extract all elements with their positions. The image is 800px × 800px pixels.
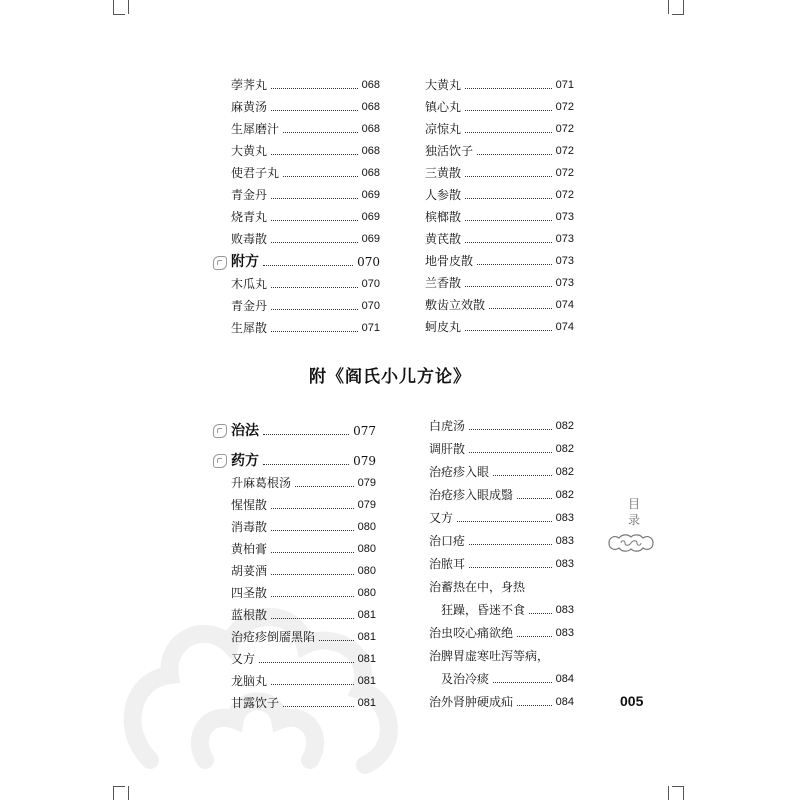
toc-entry[interactable]: 败毒散 069	[231, 232, 380, 246]
toc-entry[interactable]: 荸荠丸 068	[231, 78, 380, 92]
toc-entry-line1[interactable]: 治蓄热在中，身热	[429, 580, 526, 594]
section-heading: 附《阎氏小儿方论》	[309, 367, 471, 387]
toc-entry[interactable]: 惺惺散 079	[231, 498, 376, 512]
toc-entry[interactable]: 治疮疹入眼成翳 082	[429, 488, 574, 502]
toc-entry[interactable]: 调肝散 082	[429, 442, 574, 456]
page-number: 005	[620, 693, 644, 709]
toc-section-entry[interactable]: 治法 077	[231, 423, 376, 439]
crop-mark	[683, 786, 684, 800]
toc-entry[interactable]: 生犀磨汁 068	[231, 122, 380, 136]
toc-entry[interactable]: 治口疮 083	[429, 534, 574, 548]
toc-entry[interactable]: 治脓耳 083	[429, 557, 574, 571]
crop-mark	[668, 0, 669, 14]
toc-entry[interactable]: 又方 083	[429, 511, 574, 525]
toc-entry[interactable]: 凉惊丸 072	[425, 122, 574, 136]
toc-entry[interactable]: 镇心丸 072	[425, 100, 574, 114]
crop-mark	[113, 786, 125, 787]
toc-entry[interactable]: 蓝根散 081	[231, 608, 376, 622]
crop-mark	[683, 0, 684, 14]
toc-entry[interactable]: 大黄丸 071	[425, 78, 574, 92]
toc-entry[interactable]: 治虫咬心痛欲绝 083	[429, 626, 574, 640]
section-ornament-icon	[213, 256, 227, 270]
toc-entry[interactable]: 治疮疹倒靥黑陷 081	[231, 630, 376, 644]
crop-mark	[668, 786, 669, 800]
crop-mark	[113, 0, 114, 14]
toc-entry[interactable]: 烧青丸 069	[231, 210, 380, 224]
crop-mark	[672, 14, 684, 15]
toc-entry[interactable]: 消毒散 080	[231, 520, 376, 534]
toc-entry[interactable]: 升麻葛根汤 079	[231, 476, 376, 490]
toc-entry[interactable]: 治外肾肿硬成疝 084	[429, 695, 574, 709]
toc-section-entry[interactable]: 药方 079	[231, 453, 376, 469]
toc-entry[interactable]: 黄柏膏 080	[231, 542, 376, 556]
toc-entry[interactable]: 麻黄汤 068	[231, 100, 380, 114]
crop-mark	[128, 786, 129, 800]
toc-entry[interactable]: 大黄丸 068	[231, 144, 380, 158]
toc-entry-line1[interactable]: 治脾胃虚寒吐泻等病，	[429, 649, 550, 663]
toc-entry[interactable]: 木瓜丸 070	[231, 277, 380, 291]
toc-entry[interactable]: 白虎汤 082	[429, 419, 574, 433]
toc-entry[interactable]: 甘露饮子 081	[231, 696, 376, 710]
toc-entry[interactable]: 治疮疹入眼 082	[429, 465, 574, 479]
cloud-ornament-icon	[605, 532, 657, 554]
toc-entry-line2[interactable]: 及治冷痰 084	[441, 672, 574, 686]
side-section-label: 目 录	[627, 497, 640, 527]
crop-mark	[113, 14, 125, 15]
toc-entry[interactable]: 龙脑丸 081	[231, 674, 376, 688]
toc-entry-line2[interactable]: 狂躁，昏迷不食 083	[441, 603, 574, 617]
section-ornament-icon	[213, 424, 227, 438]
toc-entry[interactable]: 人参散 072	[425, 188, 574, 202]
crop-mark	[128, 0, 129, 14]
crop-mark	[672, 786, 684, 787]
toc-entry[interactable]: 又方 081	[231, 652, 376, 666]
toc-entry[interactable]: 胡荽酒 080	[231, 564, 376, 578]
section-ornament-icon	[213, 454, 227, 468]
toc-entry[interactable]: 四圣散 080	[231, 586, 376, 600]
toc-entry[interactable]: 生犀散 071	[231, 321, 380, 335]
toc-section-entry[interactable]: 附方 070	[231, 254, 380, 270]
toc-entry[interactable]: 蚵皮丸 074	[425, 320, 574, 334]
toc-entry[interactable]: 兰香散 073	[425, 276, 574, 290]
toc-entry[interactable]: 青金丹 070	[231, 299, 380, 313]
toc-entry[interactable]: 敷齿立效散 074	[425, 298, 574, 312]
toc-entry[interactable]: 槟榔散 073	[425, 210, 574, 224]
toc-entry[interactable]: 独活饮子 072	[425, 144, 574, 158]
toc-entry[interactable]: 三黄散 072	[425, 166, 574, 180]
toc-entry[interactable]: 青金丹 069	[231, 188, 380, 202]
crop-mark	[113, 786, 114, 800]
toc-entry[interactable]: 地骨皮散 073	[425, 254, 574, 268]
toc-entry[interactable]: 使君子丸 068	[231, 166, 380, 180]
toc-entry[interactable]: 黄芪散 073	[425, 232, 574, 246]
